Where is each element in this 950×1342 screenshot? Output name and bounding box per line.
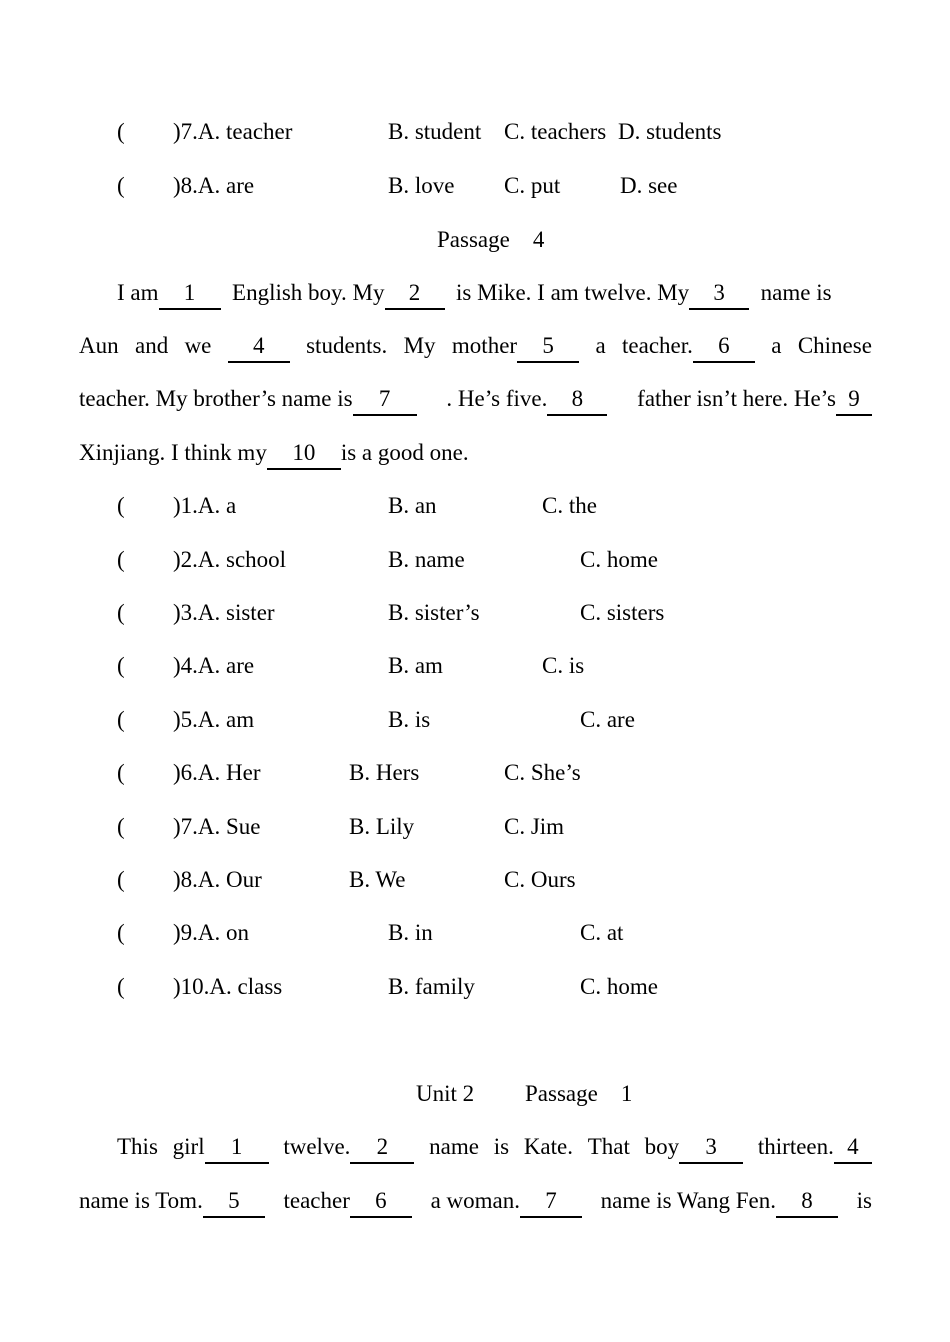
passage-text: name [429,1134,479,1159]
option-b: B. Lily [349,814,415,839]
option-a: )8.A. Our [173,867,262,892]
question-row [0,972,950,1002]
option-c: C. teachers [504,119,607,144]
question-row [0,117,950,147]
passage-text: is a good one. [340,440,469,465]
passage-text: father isn’t here. He’s [637,386,836,411]
question-row [0,758,950,788]
passage-text: I am [117,280,159,305]
answer-paren: ( [117,547,125,572]
answer-blank: 5 [517,333,579,363]
passage-text: and [134,333,169,358]
passage-text: name is Tom. [79,1188,203,1213]
option-a: )8.A. are [173,173,255,198]
answer-paren: ( [117,493,125,518]
option-c: C. She’s [504,760,581,785]
answer-blank: 4 [834,1134,872,1164]
answer-paren: ( [117,600,125,625]
passage-text: My [403,333,436,358]
answer-blank: 7 [520,1188,582,1218]
passage-text: thirteen. [757,1134,834,1159]
answer-paren: ( [117,974,125,999]
option-c: C. sisters [580,600,665,625]
answer-blank: 6 [693,333,755,363]
answer-blank: 3 [689,280,749,310]
option-c: C. put [504,173,561,198]
passage-text: is [856,1188,872,1213]
passage-text: teacher [283,1188,350,1213]
option-b: B. in [388,920,433,945]
passage-text: a [595,333,606,358]
question-row [0,918,950,948]
answer-blank: 8 [776,1188,838,1218]
unit-title: Unit 2 [416,1081,475,1106]
option-b: B. We [349,867,406,892]
answer-blank: 4 [228,333,290,363]
option-a: )7.A. teacher [173,119,293,144]
question-row [0,651,950,681]
passage-line [117,1132,872,1162]
passage-text: is [493,1134,510,1159]
passage-text: This [117,1134,158,1159]
option-c: C. home [580,974,658,999]
option-b: B. am [388,653,443,678]
option-d: D. see [620,173,678,198]
unit-title-row [0,1079,950,1109]
passage-text: a [771,333,782,358]
passage-line [79,438,872,468]
passage-text: name is Wang Fen. [600,1188,776,1213]
answer-blank: 10 [267,440,341,470]
answer-paren: ( [117,760,125,785]
option-a: )4.A. are [173,653,255,678]
question-row [0,171,950,201]
passage-title: Passage 1 [525,1081,633,1106]
passage-line [79,1186,872,1216]
option-a: )9.A. on [173,920,250,945]
option-c: C. home [580,547,658,572]
passage-text: Kate. [523,1134,573,1159]
answer-blank: 2 [385,280,445,310]
answer-blank: 8 [547,386,607,416]
option-b: B. Hers [349,760,420,785]
option-c: C. the [542,493,597,518]
passage-line [79,278,872,308]
option-a: )2.A. school [173,547,287,572]
passage-text: teacher. My brother’s name is [79,386,353,411]
question-row [0,812,950,842]
option-c: C. Jim [504,814,565,839]
passage-text: is Mike. I am twelve. My [456,280,690,305]
passage-text: we [184,333,212,358]
option-d: D. students [618,119,722,144]
question-row [0,865,950,895]
passage-text: a woman. [430,1188,520,1213]
option-b: B. student [388,119,482,144]
answer-paren: ( [117,814,125,839]
option-b: B. love [388,173,455,198]
passage-text: name is [760,280,832,305]
passage-text: boy [644,1134,680,1159]
passage-text: . He’s five. [446,386,548,411]
passage-text: students. [306,333,388,358]
passage-text: Aun [79,333,119,358]
option-c: C. Ours [504,867,576,892]
passage-text: Xinjiang. I think my [79,440,267,465]
answer-blank: 7 [353,386,417,416]
option-a: )7.A. Sue [173,814,261,839]
option-b: B. family [388,974,475,999]
answer-paren: ( [117,653,125,678]
passage-text: Chinese [797,333,872,358]
passage-line [79,331,872,361]
option-a: )10.A. class [173,974,283,999]
passage-text: twelve. [283,1134,351,1159]
option-a: )3.A. sister [173,600,275,625]
answer-paren: ( [117,920,125,945]
option-b: B. an [388,493,437,518]
question-row [0,598,950,628]
option-b: B. sister’s [388,600,480,625]
answer-paren: ( [117,173,125,198]
answer-blank: 3 [679,1134,743,1164]
passage-title-row [0,225,950,255]
answer-paren: ( [117,707,125,732]
passage-text: teacher. [622,333,693,358]
option-c: C. is [542,653,585,678]
option-a: )1.A. a [173,493,237,518]
passage-title: Passage 4 [437,227,545,252]
option-c: C. at [580,920,624,945]
answer-blank: 5 [203,1188,265,1218]
question-row [0,705,950,735]
passage-text: girl [172,1134,205,1159]
answer-blank: 1 [159,280,221,310]
option-a: )5.A. am [173,707,255,732]
answer-paren: ( [117,867,125,892]
question-row [0,491,950,521]
answer-paren: ( [117,119,125,144]
answer-blank: 9 [836,386,872,416]
option-b: B. name [388,547,465,572]
answer-blank: 2 [350,1134,414,1164]
passage-text: mother [451,333,518,358]
passage-text: That [587,1134,630,1159]
passage-text: English boy. My [232,280,385,305]
passage-line [79,384,872,414]
option-b: B. is [388,707,431,732]
option-a: )6.A. Her [173,760,261,785]
option-c: C. are [580,707,635,732]
answer-blank: 1 [205,1134,269,1164]
question-row [0,545,950,575]
answer-blank: 6 [350,1188,412,1218]
